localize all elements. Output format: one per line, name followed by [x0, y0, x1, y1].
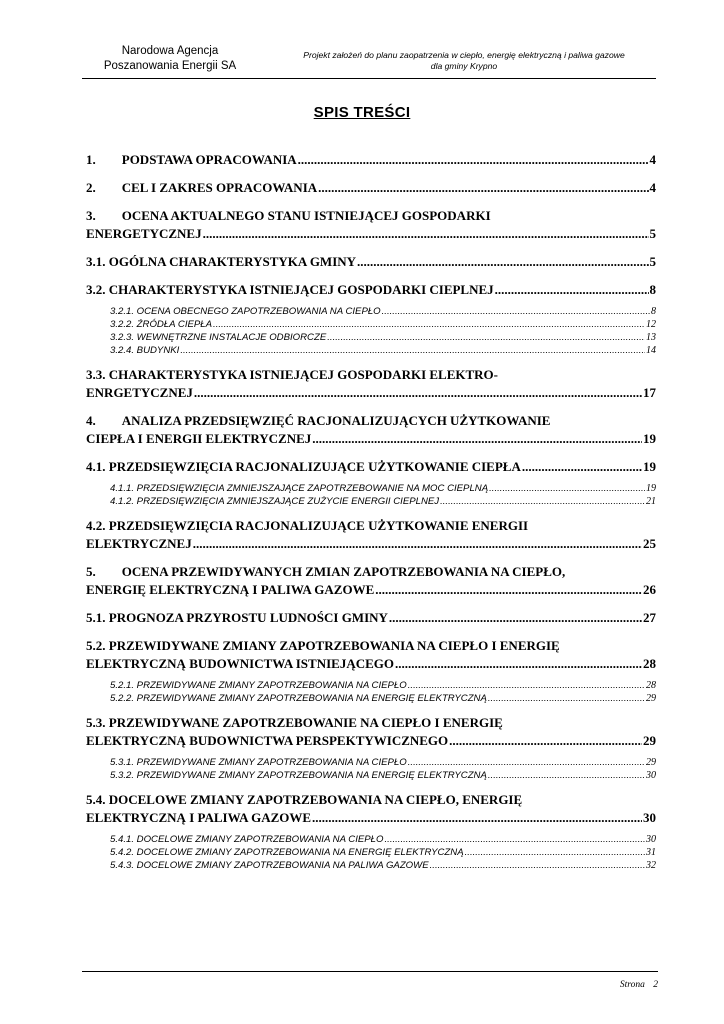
dot-leader [180, 344, 645, 357]
toc-entry[interactable] [86, 403, 656, 449]
toc-entry-title-line: 5.3. PRZEWIDYWANE ZAPOTRZEBOWANIE NA CIEPŁO I ENERGIĘ [86, 715, 503, 730]
toc-entry-title: 5.4.3. DOCELOWE ZMIANY ZAPOTRZEBOWANIA NA PALIWA GAZOWE [110, 860, 429, 871]
project-title-line-2: dla gminy Krypno [430, 61, 498, 71]
toc-entry-line [86, 281, 656, 299]
dot-leader [495, 281, 649, 299]
toc-entry-title-line: 3. OCENA AKTUALNEGO STANU ISTNIEJĄCEJ GOSPODARKI [86, 208, 491, 223]
toc-page-number: 14 [646, 345, 656, 356]
dot-leader [449, 732, 642, 750]
organization-name-line-2: Poszanowania Energii SA [103, 60, 237, 72]
toc-entry-title: 4.1.2. PRZEDSIĘWZIĘCIA ZMNIEJSZAJĄCE ZUŻYCIE ENERGII CIEPLNEJ [110, 496, 440, 507]
toc-entry-title: 3.2. CHARAKTERYSTYKA ISTNIEJĄCEJ GOSPODARKI CIEPLNEJ [86, 282, 494, 297]
toc-page-number: 8 [651, 306, 656, 317]
dot-leader [193, 535, 642, 553]
toc-entry-title: ELEKTRYCZNĄ BUDOWNICTWA ISTNIEJĄCEGO [86, 656, 394, 671]
toc-entry-line [110, 833, 656, 846]
toc-entry[interactable] [86, 628, 656, 674]
toc-entry-line [86, 458, 656, 476]
toc-entry-title: 5.3.1. PRZEWIDYWANE ZMIANY ZAPOTRZEBOWANIA NA CIEPŁO [110, 757, 407, 768]
toc-page-number: 19 [643, 459, 656, 474]
toc-page-number: 31 [646, 847, 656, 858]
toc-entry-title-line: 3.3. CHARAKTERYSTYKA ISTNIEJĄCEJ GOSPODARKI ELEKTRO- [86, 367, 499, 382]
toc-page-number: 21 [646, 496, 656, 507]
toc-entry-line [110, 756, 656, 769]
toc-entry-title-line: 5.4. DOCELOWE ZMIANY ZAPOTRZEBOWANIA NA CIEPŁO, ENERGIĘ [86, 792, 523, 807]
toc-page-number: 29 [646, 693, 656, 704]
toc-entry-title: 3.2.1. OCENA OBECNEGO ZAPOTRZEBOWANIA NA CIEPŁO [110, 306, 381, 317]
page-footer [82, 971, 658, 990]
dot-leader [384, 833, 645, 846]
toc-page-number: 28 [643, 656, 656, 671]
toc-entry-title: 5.2.2. PRZEWIDYWANE ZMIANY ZAPOTRZEBOWANIA NA ENERGIĘ ELEKTRYCZNĄ [110, 693, 487, 704]
toc-entry[interactable] [86, 272, 656, 300]
toc-entry[interactable] [86, 170, 656, 198]
toc-entry-line [86, 609, 656, 627]
toc-page-number: 19 [643, 431, 656, 446]
toc-entry-title: CIEPŁA I ENERGII ELEKTRYCZNEJ [86, 431, 312, 446]
toc-page-number: 8 [649, 282, 656, 297]
toc-entry-line [86, 809, 656, 827]
toc-entry-line [86, 225, 656, 243]
toc-page-number: 28 [646, 680, 656, 691]
toc-entry[interactable] [86, 600, 656, 628]
toc-entry-line [86, 581, 656, 599]
toc-entry-line [110, 331, 656, 344]
dot-leader [465, 846, 645, 859]
toc-entry-title-line: 5.2. PRZEWIDYWANE ZMIANY ZAPOTRZEBOWANIA NA CIEPŁO I ENERGIĘ [86, 638, 560, 653]
dot-leader [298, 151, 649, 169]
toc-subentry[interactable] [86, 769, 656, 782]
toc-entry[interactable] [86, 449, 656, 477]
dot-leader [408, 679, 645, 692]
toc-subentry[interactable] [86, 495, 656, 508]
toc-entry-line [86, 655, 656, 673]
project-title-line-1: Projekt założeń do planu zaopatrzenia w ciepło, energię elektryczną i paliwa gazowe [303, 50, 625, 60]
toc-entry-line [110, 318, 656, 331]
toc-entry-line [110, 495, 656, 508]
organization-name-line-1: Narodowa Agencja [121, 45, 219, 57]
toc-entry-line [110, 482, 656, 495]
dot-leader [357, 253, 648, 271]
toc-page-number: 13 [646, 332, 656, 343]
toc-subentry[interactable] [86, 344, 656, 357]
page-number: 2 [653, 980, 658, 990]
dot-leader [389, 609, 642, 627]
toc-entry-line [86, 384, 656, 402]
dot-leader [488, 769, 645, 782]
toc-subentry[interactable] [86, 751, 656, 769]
dot-leader [489, 482, 645, 495]
toc-entry-title: ELEKTRYCZNĄ BUDOWNICTWA PERSPEKTYWICZNEGO [86, 733, 449, 748]
toc-page-number: 29 [646, 757, 656, 768]
toc-entry-title: 3.2.2. ŹRÓDŁA CIEPŁA [110, 319, 213, 330]
toc-subentry[interactable] [86, 828, 656, 846]
toc-subentry[interactable] [86, 859, 656, 872]
toc-page-number: 26 [643, 582, 656, 597]
toc-entry-title: 3.2.4. BUDYNKI [110, 345, 180, 356]
toc-page-number: 25 [643, 536, 656, 551]
toc-entry[interactable] [86, 198, 656, 244]
toc-subentry[interactable] [86, 477, 656, 495]
toc-entry[interactable] [86, 508, 656, 554]
toc-entry[interactable] [86, 554, 656, 600]
toc-page-number: 32 [646, 860, 656, 871]
toc-entry-title: 4.1.1. PRZEDSIĘWZIĘCIA ZMNIEJSZAJĄCE ZAPOTRZEBOWANIE NA MOC CIEPLNĄ [110, 483, 489, 494]
toc-entry[interactable] [86, 782, 656, 828]
toc-entry-title-line: 4.2. PRZEDSIĘWZIĘCIA RACJONALIZUJĄCE UŻYTKOWANIE ENERGII [86, 518, 529, 533]
dot-leader [203, 225, 649, 243]
dot-leader [312, 430, 642, 448]
toc-entry-line [110, 344, 656, 357]
toc-page-number: 19 [646, 483, 656, 494]
dot-leader [382, 305, 650, 318]
toc-entry-title: 2. CEL I ZAKRES OPRACOWANIA [86, 180, 318, 195]
toc-entry-title: ELEKTRYCZNEJ [86, 536, 192, 551]
toc-entry-line [110, 846, 656, 859]
dot-leader [312, 809, 642, 827]
dot-leader [488, 692, 645, 705]
toc-entry-line [86, 732, 656, 750]
page-number-label [620, 980, 658, 990]
toc-subentry[interactable] [86, 318, 656, 331]
toc-entry-title: ENERGIĘ ELEKTRYCZNĄ I PALIWA GAZOWE [86, 582, 375, 597]
page-title: SPIS TREŚCI [313, 104, 411, 121]
table-of-contents [86, 142, 656, 872]
page-header [82, 42, 656, 79]
toc-entry-line [110, 679, 656, 692]
project-title [272, 50, 656, 72]
toc-page-number: 4 [649, 180, 656, 195]
toc-entry-title: 1. PODSTAWA OPRACOWANIA [86, 152, 297, 167]
toc-entry-title: ENERGETYCZNEJ [86, 226, 202, 241]
toc-entry-title: ENRGETYCZNEJ [86, 385, 193, 400]
toc-page-number: 30 [646, 834, 656, 845]
toc-entry-title-line: 4. ANALIZA PRZEDSIĘWZIĘĆ RACJONALIZUJĄCYCH UŻYTKOWANIE [86, 413, 551, 428]
toc-page-number: 5 [649, 254, 656, 269]
toc-page-number: 17 [643, 385, 656, 400]
toc-subentry[interactable] [86, 846, 656, 859]
toc-entry-title: 5.1. PROGNOZA PRZYROSTU LUDNOŚCI GMINY [86, 610, 388, 625]
toc-entry-title-line: 5. OCENA PRZEWIDYWANYCH ZMIAN ZAPOTRZEBOWANIA NA CIEPŁO, [86, 564, 566, 579]
dot-leader [327, 331, 645, 344]
dot-leader [440, 495, 645, 508]
dot-leader [375, 581, 642, 599]
dot-leader [430, 859, 645, 872]
toc-entry-title: 5.4.1. DOCELOWE ZMIANY ZAPOTRZEBOWANIA NA CIEPŁO [110, 834, 384, 845]
toc-entry-line [110, 769, 656, 782]
toc-entry-title: 3.2.3. WEWNĘTRZNE INSTALACJE ODBIORCZE [110, 332, 327, 343]
toc-entry-title: 5.2.1. PRZEWIDYWANE ZMIANY ZAPOTRZEBOWANIA NA CIEPŁO [110, 680, 407, 691]
toc-entry-line [86, 179, 656, 197]
toc-page-number: 12 [646, 319, 656, 330]
dot-leader [213, 318, 645, 331]
organization-name [82, 44, 258, 74]
dot-leader [318, 179, 648, 197]
toc-entry[interactable] [86, 705, 656, 751]
toc-entry-line [110, 692, 656, 705]
dot-leader [522, 458, 642, 476]
toc-entry-line [86, 253, 656, 271]
toc-subentry[interactable] [86, 692, 656, 705]
dot-leader [395, 655, 642, 673]
dot-leader [194, 384, 642, 402]
dot-leader [408, 756, 645, 769]
toc-page-number: 29 [643, 733, 656, 748]
toc-entry-line [86, 430, 656, 448]
toc-subentry[interactable] [86, 300, 656, 318]
toc-entry-line [86, 151, 656, 169]
toc-subentry[interactable] [86, 674, 656, 692]
page-label: Strona [619, 980, 645, 990]
toc-entry-title: 3.1. OGÓLNA CHARAKTERYSTYKA GMINY [86, 254, 357, 269]
toc-page-number: 27 [643, 610, 656, 625]
toc-entry[interactable] [86, 244, 656, 272]
toc-page-number: 30 [646, 770, 656, 781]
toc-subentry[interactable] [86, 331, 656, 344]
toc-entry-title: 5.4.2. DOCELOWE ZMIANY ZAPOTRZEBOWANIA NA ENERGIĘ ELEKTRYCZNĄ [110, 847, 464, 858]
toc-entry[interactable] [86, 142, 656, 170]
toc-entry-title: 5.3.2. PRZEWIDYWANE ZMIANY ZAPOTRZEBOWANIA NA ENERGIĘ ELEKTRYCZNĄ [110, 770, 487, 781]
toc-page-number: 5 [649, 226, 656, 241]
toc-page-number: 30 [643, 810, 656, 825]
toc-entry-line [110, 305, 656, 318]
toc-entry-line [110, 859, 656, 872]
toc-page-number: 4 [649, 152, 656, 167]
toc-entry-title: 4.1. PRZEDSIĘWZIĘCIA RACJONALIZUJĄCE UŻYTKOWANIE CIEPŁA [86, 459, 521, 474]
toc-entry-title: ELEKTRYCZNĄ I PALIWA GAZOWE [86, 810, 312, 825]
toc-entry[interactable] [86, 357, 656, 403]
toc-entry-line [86, 535, 656, 553]
